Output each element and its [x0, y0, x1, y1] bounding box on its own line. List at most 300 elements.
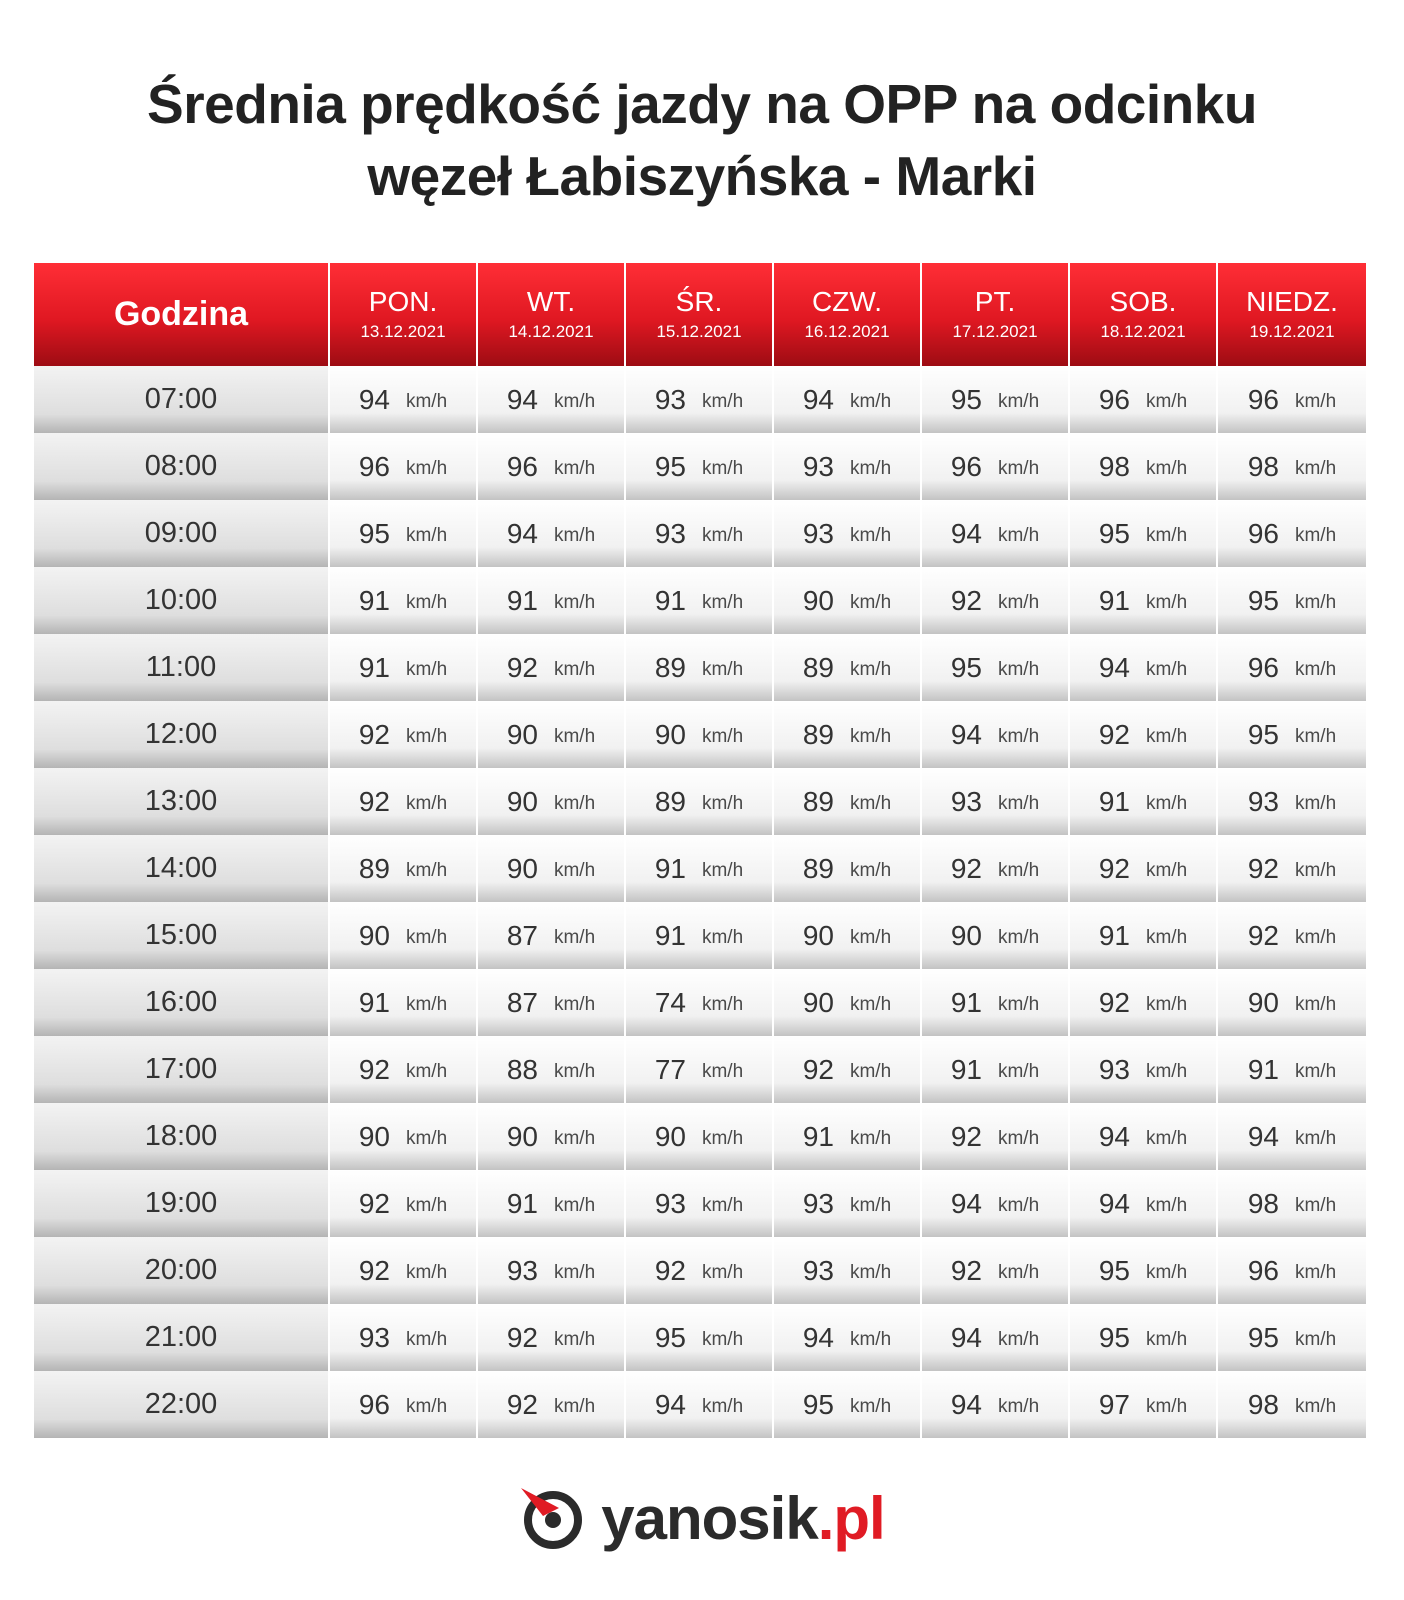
speed-cell [330, 567, 478, 634]
speed-unit: km/h [1145, 993, 1188, 1015]
speed-value: 90 [802, 584, 834, 616]
speed-unit: km/h [849, 792, 892, 814]
speed-unit: km/h [1294, 725, 1337, 747]
speed-value: 94 [506, 517, 538, 549]
speed-unit: km/h [849, 457, 892, 479]
speed-cell [774, 1170, 922, 1237]
speed-cell [478, 1036, 626, 1103]
speed-cell [626, 1304, 774, 1371]
speed-value: 98 [1247, 1388, 1279, 1420]
hour-cell: 11:00 [34, 634, 330, 701]
speed-value: 90 [950, 919, 982, 951]
speed-value: 91 [1098, 584, 1130, 616]
speed-unit: km/h [553, 1194, 596, 1216]
speed-value: 94 [1098, 1187, 1130, 1219]
speed-value: 95 [1098, 517, 1130, 549]
speed-unit: km/h [1145, 859, 1188, 881]
hour-cell: 09:00 [34, 500, 330, 567]
speed-value: 96 [1247, 1254, 1279, 1286]
speed-value: 92 [950, 1120, 982, 1152]
speed-unit: km/h [405, 390, 448, 412]
speed-cell [774, 634, 922, 701]
speed-unit: km/h [701, 1060, 744, 1082]
speed-unit: km/h [997, 993, 1040, 1015]
speed-cell [478, 701, 626, 768]
speed-value: 95 [950, 651, 982, 683]
speed-value: 90 [802, 986, 834, 1018]
speed-cell [330, 433, 478, 500]
speed-value: 98 [1247, 1187, 1279, 1219]
speed-cell [478, 1103, 626, 1170]
speed-unit: km/h [849, 658, 892, 680]
speed-cell [478, 1170, 626, 1237]
table-row [34, 701, 1370, 768]
speed-cell [478, 768, 626, 835]
speed-unit: km/h [997, 1060, 1040, 1082]
speed-cell [330, 1036, 478, 1103]
speed-unit: km/h [849, 1194, 892, 1216]
speed-cell [1070, 969, 1218, 1036]
speed-unit: km/h [997, 457, 1040, 479]
hour-cell: 18:00 [34, 1103, 330, 1170]
hour-cell: 22:00 [34, 1371, 330, 1438]
speed-cell [626, 1103, 774, 1170]
speed-cell [774, 1036, 922, 1103]
yanosik-logo [0, 1482, 1404, 1554]
speed-cell [1218, 1103, 1366, 1170]
speed-unit: km/h [1145, 524, 1188, 546]
speed-value: 95 [358, 517, 390, 549]
speed-value: 93 [654, 1187, 686, 1219]
speed-value: 94 [358, 383, 390, 415]
speed-unit: km/h [553, 859, 596, 881]
speed-unit: km/h [701, 457, 744, 479]
speed-unit: km/h [553, 1127, 596, 1149]
speed-value: 94 [950, 1187, 982, 1219]
speed-unit: km/h [553, 658, 596, 680]
speed-unit: km/h [849, 859, 892, 881]
speed-value: 92 [1098, 718, 1130, 750]
speed-cell [330, 366, 478, 433]
speed-cell [774, 567, 922, 634]
speed-cell [1070, 634, 1218, 701]
speed-cell [330, 701, 478, 768]
speed-cell [330, 835, 478, 902]
speed-value: 91 [1098, 919, 1130, 951]
speed-unit: km/h [1145, 926, 1188, 948]
speed-value: 96 [358, 450, 390, 482]
speed-cell [922, 567, 1070, 634]
speed-value: 92 [802, 1053, 834, 1085]
speed-value: 94 [802, 383, 834, 415]
speed-cell [478, 969, 626, 1036]
speed-unit: km/h [1294, 1194, 1337, 1216]
speed-cell [1070, 1036, 1218, 1103]
hour-cell: 08:00 [34, 433, 330, 500]
speed-value: 92 [1247, 919, 1279, 951]
speed-cell [1070, 902, 1218, 969]
speed-unit: km/h [553, 1395, 596, 1417]
logo-name: yanosik [601, 1484, 818, 1552]
speed-unit: km/h [405, 591, 448, 613]
speed-value: 96 [1098, 383, 1130, 415]
hour-cell: 16:00 [34, 969, 330, 1036]
speed-unit: km/h [1145, 591, 1188, 613]
table-row [34, 567, 1370, 634]
speed-unit: km/h [849, 926, 892, 948]
speed-cell [1070, 835, 1218, 902]
speed-unit: km/h [1145, 792, 1188, 814]
speed-unit: km/h [701, 859, 744, 881]
speed-cell [478, 366, 626, 433]
table-row [34, 500, 1370, 567]
speed-unit: km/h [1294, 390, 1337, 412]
speed-value: 92 [1098, 986, 1130, 1018]
speed-cell [330, 1170, 478, 1237]
speed-unit: km/h [1294, 591, 1337, 613]
speed-value: 90 [506, 718, 538, 750]
table-body [34, 366, 1370, 1438]
speed-cell [626, 1237, 774, 1304]
speed-unit: km/h [553, 1328, 596, 1350]
speed-table [34, 263, 1370, 1438]
speed-unit: km/h [1294, 1395, 1337, 1417]
header-day-cell [1070, 263, 1218, 366]
speed-cell [626, 634, 774, 701]
speed-unit: km/h [405, 457, 448, 479]
speed-value: 88 [506, 1053, 538, 1085]
table-row [34, 1237, 1370, 1304]
speed-cell [1218, 500, 1366, 567]
speed-unit: km/h [1294, 993, 1337, 1015]
speed-unit: km/h [997, 1395, 1040, 1417]
speed-cell [478, 835, 626, 902]
speed-cell [1070, 1170, 1218, 1237]
speed-unit: km/h [849, 993, 892, 1015]
speed-value: 96 [1247, 651, 1279, 683]
table-row [34, 1103, 1370, 1170]
speed-value: 91 [358, 986, 390, 1018]
hour-cell: 07:00 [34, 366, 330, 433]
speed-unit: km/h [405, 859, 448, 881]
speed-unit: km/h [701, 926, 744, 948]
speed-value: 98 [1247, 450, 1279, 482]
speed-unit: km/h [405, 658, 448, 680]
speed-value: 90 [1247, 986, 1279, 1018]
table-row [34, 902, 1370, 969]
speed-cell [330, 1237, 478, 1304]
speed-cell [1218, 768, 1366, 835]
header-day-name: NIEDZ. [1246, 285, 1338, 317]
table-row [34, 1371, 1370, 1438]
speed-cell [626, 969, 774, 1036]
speed-unit: km/h [1145, 390, 1188, 412]
header-day-date: 13.12.2021 [360, 321, 446, 341]
table-row [34, 768, 1370, 835]
speed-value: 93 [1247, 785, 1279, 817]
speed-cell [1218, 366, 1366, 433]
speed-value: 93 [654, 517, 686, 549]
speed-unit: km/h [1145, 1328, 1188, 1350]
speed-cell [774, 1371, 922, 1438]
speed-unit: km/h [701, 792, 744, 814]
speed-value: 92 [506, 1321, 538, 1353]
speed-value: 89 [802, 785, 834, 817]
speed-unit: km/h [405, 725, 448, 747]
speed-unit: km/h [553, 1060, 596, 1082]
speed-cell [922, 1371, 1070, 1438]
speed-unit: km/h [997, 1328, 1040, 1350]
speed-cell [1218, 902, 1366, 969]
speed-value: 95 [654, 450, 686, 482]
speed-value: 94 [1247, 1120, 1279, 1152]
speed-value: 95 [1247, 718, 1279, 750]
speed-cell [626, 768, 774, 835]
speed-unit: km/h [1294, 658, 1337, 680]
speed-unit: km/h [701, 1127, 744, 1149]
header-day-date: 19.12.2021 [1249, 321, 1335, 341]
header-day-name: SOB. [1109, 285, 1177, 317]
speed-cell [922, 701, 1070, 768]
speed-unit: km/h [405, 524, 448, 546]
speed-unit: km/h [405, 1395, 448, 1417]
speed-cell [774, 500, 922, 567]
speed-cell [478, 500, 626, 567]
speed-value: 91 [358, 584, 390, 616]
speed-unit: km/h [1294, 1127, 1337, 1149]
speed-cell [1070, 1304, 1218, 1371]
speed-value: 95 [950, 383, 982, 415]
header-day-cell [922, 263, 1070, 366]
speed-cell [330, 969, 478, 1036]
speed-unit: km/h [553, 725, 596, 747]
hour-cell: 12:00 [34, 701, 330, 768]
speed-cell [922, 500, 1070, 567]
speed-value: 94 [950, 1388, 982, 1420]
speed-cell [922, 433, 1070, 500]
speed-unit: km/h [997, 926, 1040, 948]
speed-value: 89 [802, 852, 834, 884]
hour-cell: 10:00 [34, 567, 330, 634]
speed-cell [626, 1371, 774, 1438]
speed-unit: km/h [405, 926, 448, 948]
speed-unit: km/h [997, 1127, 1040, 1149]
speed-unit: km/h [701, 1328, 744, 1350]
speed-value: 93 [358, 1321, 390, 1353]
speed-value: 96 [950, 450, 982, 482]
speed-value: 95 [1098, 1321, 1130, 1353]
speed-value: 91 [1098, 785, 1130, 817]
speed-unit: km/h [701, 1194, 744, 1216]
speed-value: 91 [802, 1120, 834, 1152]
speed-cell [330, 902, 478, 969]
speed-unit: km/h [1145, 1060, 1188, 1082]
speed-unit: km/h [1294, 792, 1337, 814]
speed-value: 92 [358, 718, 390, 750]
speed-unit: km/h [553, 993, 596, 1015]
speed-value: 90 [506, 852, 538, 884]
table-row [34, 1170, 1370, 1237]
header-day-cell [626, 263, 774, 366]
speed-unit: km/h [849, 1060, 892, 1082]
speed-unit: km/h [701, 524, 744, 546]
speed-unit: km/h [1145, 457, 1188, 479]
speed-unit: km/h [1145, 1127, 1188, 1149]
speed-cell [1070, 1237, 1218, 1304]
speed-value: 87 [506, 986, 538, 1018]
speed-cell [774, 433, 922, 500]
speed-cell [330, 634, 478, 701]
speed-unit: km/h [405, 1060, 448, 1082]
speed-value: 95 [1247, 1321, 1279, 1353]
speed-value: 91 [506, 584, 538, 616]
hour-cell: 14:00 [34, 835, 330, 902]
speed-cell [626, 1170, 774, 1237]
speed-cell [774, 902, 922, 969]
speed-unit: km/h [405, 1328, 448, 1350]
logo-tld: .pl [817, 1484, 885, 1552]
speed-value: 87 [506, 919, 538, 951]
speed-unit: km/h [849, 1261, 892, 1283]
speed-value: 74 [654, 986, 686, 1018]
speed-unit: km/h [849, 390, 892, 412]
header-day-date: 17.12.2021 [952, 321, 1038, 341]
speed-unit: km/h [849, 1395, 892, 1417]
speed-unit: km/h [1294, 1060, 1337, 1082]
yanosik-logo-icon [519, 1484, 587, 1552]
speed-value: 89 [654, 785, 686, 817]
speed-value: 92 [358, 1254, 390, 1286]
speed-value: 96 [1247, 383, 1279, 415]
speed-cell [1218, 835, 1366, 902]
speed-value: 90 [358, 919, 390, 951]
speed-unit: km/h [553, 457, 596, 479]
speed-unit: km/h [701, 725, 744, 747]
speed-value: 93 [654, 383, 686, 415]
header-day-date: 14.12.2021 [508, 321, 594, 341]
speed-value: 92 [950, 852, 982, 884]
speed-unit: km/h [997, 725, 1040, 747]
header-day-date: 15.12.2021 [656, 321, 742, 341]
header-day-date: 18.12.2021 [1100, 321, 1186, 341]
speed-cell [922, 634, 1070, 701]
speed-cell [1218, 1304, 1366, 1371]
speed-cell [922, 1036, 1070, 1103]
speed-value: 93 [506, 1254, 538, 1286]
speed-cell [330, 1103, 478, 1170]
speed-cell [626, 567, 774, 634]
hour-cell: 20:00 [34, 1237, 330, 1304]
speed-cell [922, 969, 1070, 1036]
speed-value: 98 [1098, 450, 1130, 482]
speed-value: 92 [506, 651, 538, 683]
speed-cell [922, 1103, 1070, 1170]
table-row [34, 1304, 1370, 1371]
table-row [34, 634, 1370, 701]
speed-unit: km/h [1145, 658, 1188, 680]
speed-cell [922, 768, 1070, 835]
speed-value: 90 [654, 1120, 686, 1152]
speed-value: 91 [654, 919, 686, 951]
header-day-name: PON. [368, 285, 438, 317]
speed-unit: km/h [1145, 1194, 1188, 1216]
speed-cell [774, 969, 922, 1036]
speed-cell [774, 366, 922, 433]
table-row [34, 969, 1370, 1036]
speed-value: 90 [358, 1120, 390, 1152]
speed-unit: km/h [553, 591, 596, 613]
speed-unit: km/h [1294, 457, 1337, 479]
speed-value: 91 [654, 852, 686, 884]
speed-value: 94 [654, 1388, 686, 1420]
speed-cell [330, 1304, 478, 1371]
speed-cell [1218, 1170, 1366, 1237]
speed-value: 90 [654, 718, 686, 750]
speed-unit: km/h [997, 658, 1040, 680]
speed-value: 94 [950, 718, 982, 750]
speed-cell [626, 701, 774, 768]
speed-value: 97 [1098, 1388, 1130, 1420]
speed-cell [478, 902, 626, 969]
speed-unit: km/h [1145, 1395, 1188, 1417]
speed-unit: km/h [1294, 1328, 1337, 1350]
speed-value: 91 [1247, 1053, 1279, 1085]
speed-unit: km/h [1294, 524, 1337, 546]
header-hour-cell: Godzina [34, 263, 330, 366]
hour-cell: 13:00 [34, 768, 330, 835]
speed-unit: km/h [997, 1194, 1040, 1216]
speed-value: 89 [802, 651, 834, 683]
speed-cell [1218, 1036, 1366, 1103]
speed-unit: km/h [997, 390, 1040, 412]
speed-unit: km/h [997, 859, 1040, 881]
speed-unit: km/h [701, 993, 744, 1015]
speed-cell [774, 1103, 922, 1170]
speed-value: 94 [950, 1321, 982, 1353]
speed-cell [922, 1237, 1070, 1304]
speed-unit: km/h [701, 1261, 744, 1283]
table-row [34, 1036, 1370, 1103]
speed-value: 92 [358, 1187, 390, 1219]
speed-unit: km/h [1294, 1261, 1337, 1283]
speed-cell [1070, 768, 1218, 835]
speed-value: 96 [506, 450, 538, 482]
speed-cell [922, 366, 1070, 433]
speed-unit: km/h [849, 524, 892, 546]
speed-value: 94 [950, 517, 982, 549]
header-day-cell [1218, 263, 1366, 366]
speed-cell [626, 500, 774, 567]
speed-value: 77 [654, 1053, 686, 1085]
speed-unit: km/h [701, 591, 744, 613]
header-day-cell [478, 263, 626, 366]
speed-cell [478, 433, 626, 500]
speed-value: 91 [506, 1187, 538, 1219]
speed-cell [626, 902, 774, 969]
speed-value: 89 [358, 852, 390, 884]
speed-value: 96 [1247, 517, 1279, 549]
speed-cell [626, 366, 774, 433]
speed-cell [1070, 1103, 1218, 1170]
speed-unit: km/h [849, 725, 892, 747]
hour-cell: 19:00 [34, 1170, 330, 1237]
speed-cell [774, 1237, 922, 1304]
speed-value: 93 [802, 1187, 834, 1219]
speed-value: 92 [950, 1254, 982, 1286]
title-line-1: Średnia prędkość jazdy na OPP na odcinku [147, 73, 1257, 135]
speed-cell [330, 500, 478, 567]
speed-cell [1070, 366, 1218, 433]
